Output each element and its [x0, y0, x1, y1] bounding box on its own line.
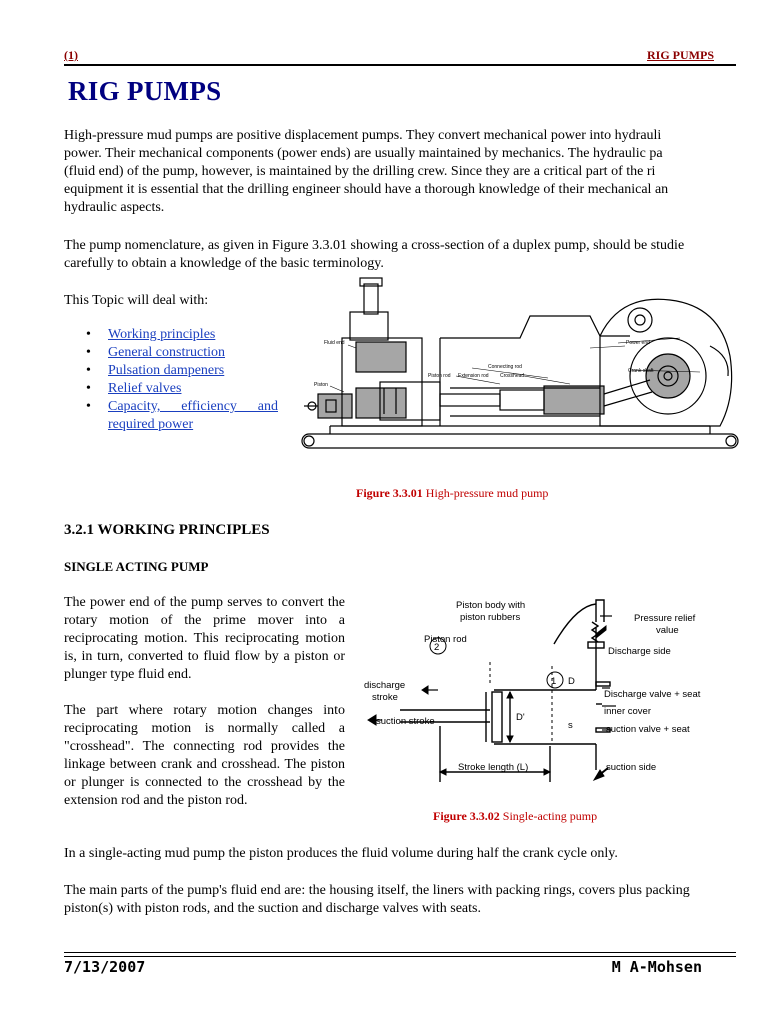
running-header	[64, 46, 736, 66]
label-num-2: 2	[434, 642, 440, 653]
topic-item	[84, 362, 278, 380]
label-crosshead: Crosshead	[500, 373, 525, 379]
main-parts-line-1: The main parts of the pump's fluid end are: the housing itself, the liners with packing rings, covers plus packing	[64, 883, 690, 898]
label-piston-rod: Piston rod	[428, 373, 451, 379]
paragraph-crosshead: The part where rotary motion changes into reciprocating motion is normally called a "crosshead". The connecting rod provides the linkage between crank and crosshead. The piston or plunger is connected to the crosshead by the extension rod and the piston rod.	[64, 703, 345, 808]
label-inner-cover: inner cover	[604, 706, 651, 717]
topic-link-pulsation-dampeners[interactable]: Pulsation dampeners	[108, 363, 225, 378]
topic-item	[84, 398, 278, 434]
topic-link-capacity[interactable]: Capacity, efficiency and required power	[108, 399, 278, 432]
label-stroke-length: Stroke length (L)	[458, 762, 529, 773]
single-acting-paragraph: In a single-acting mud pump the piston produces the fluid volume during half the crank cycle only.	[64, 846, 618, 861]
topic-link-working-principles[interactable]: Working principles	[108, 327, 216, 342]
label-num-1: 1	[551, 676, 557, 687]
label-D: D	[568, 676, 575, 687]
paragraph-power-end: The power end of the pump serves to convert the rotary motion of the prime mover into a reciprocating motion. This reciprocating motion is, in turn, converted to fluid flow by a piston or plunger type fluid end.	[64, 595, 345, 682]
label-power-end: Power end	[626, 340, 650, 346]
page-title: RIG PUMPS	[68, 76, 222, 106]
subsection-heading: SINGLE ACTING PUMP	[64, 559, 209, 574]
topic-list	[84, 326, 278, 434]
intro-line-5: hydraulic aspects.	[64, 200, 165, 215]
intro-line-1: High-pressure mud pumps are positive displacement pumps. They convert mechanical power into hydrauli	[64, 128, 662, 143]
topic-link-general-construction[interactable]: General construction	[108, 345, 226, 360]
label-suction-side: suction side	[606, 762, 657, 773]
section-heading: 3.2.1 WORKING PRINCIPLES	[64, 522, 270, 538]
running-title: RIG PUMPS	[647, 48, 714, 62]
label-connecting-rod: Connecting rod	[488, 364, 522, 370]
label-discharge-stroke-2: stroke	[372, 692, 398, 703]
label-discharge-side: Discharge side	[608, 646, 671, 657]
intro-line-4: equipment it is essential that the drilling engineer should have a thorough knowledge of their mechanical an	[64, 182, 669, 197]
figure-1-text: High-pressure mud pump	[422, 486, 549, 500]
footer-date: 7/13/2007	[64, 958, 146, 976]
label-piston-rod: Piston rod	[424, 634, 467, 645]
label-piston: Piston	[314, 382, 328, 388]
label-discharge-stroke-1: discharge	[364, 680, 406, 691]
intro-line-3: (fluid end) of the pump, however, is maintained by the drilling crew. Since they are a critical part of the ri	[64, 164, 656, 179]
label-piston-body-1: Piston body with	[456, 600, 526, 611]
label-discharge-valve: Discharge valve + seat	[604, 689, 701, 700]
figure-1-number: Figure 3.3.01	[356, 486, 423, 500]
figure-2-text: Single-acting pump	[499, 809, 598, 823]
label-piston-body-2: piston rubbers	[460, 612, 521, 623]
topic-link-relief-valves[interactable]: Relief valves	[108, 381, 182, 396]
page-number: (1)	[64, 48, 78, 62]
mud-pump-cross-section-figure	[300, 276, 740, 480]
label-fluid-end: Fluid end	[324, 340, 345, 346]
nomenclature-line-1: The pump nomenclature, as given in Figure 3.3.01 showing a cross-section of a duplex pump, should be studie	[64, 238, 685, 253]
nomenclature-line-2: carefully to obtain a knowledge of the basic terminology.	[64, 256, 384, 271]
footer-rule	[64, 952, 736, 953]
footer-author: M A-Mohsen	[611, 958, 702, 976]
label-D-prime: D'	[516, 712, 525, 723]
figure-1-caption	[356, 486, 548, 501]
footer-rule	[64, 956, 736, 957]
intro-line-2: power. Their mechanical components (power ends) are usually maintained by mechanics. The hydraulic pa	[64, 146, 663, 161]
label-extension-rod: Extension rod	[458, 373, 489, 379]
topic-item	[84, 380, 278, 398]
main-parts-line-2: piston(s) with piston rods, and the suction and discharge valves with seats.	[64, 901, 481, 916]
label-suction-valve: suction valve + seat	[606, 724, 690, 735]
topic-item	[84, 326, 278, 344]
topic-item	[84, 344, 278, 362]
topic-intro: This Topic will deal with:	[64, 293, 209, 308]
figure-2-caption	[433, 809, 597, 824]
label-pressure-relief-2: value	[656, 625, 679, 636]
label-pressure-relief-1: Pressure relief	[634, 613, 696, 624]
figure-2-number: Figure 3.3.02	[433, 809, 500, 823]
single-acting-pump-figure	[360, 594, 738, 804]
label-suction-stroke: suction stroke	[376, 716, 435, 727]
label-crank-shaft: Crank shaft	[628, 368, 654, 374]
label-s: s	[568, 720, 573, 731]
